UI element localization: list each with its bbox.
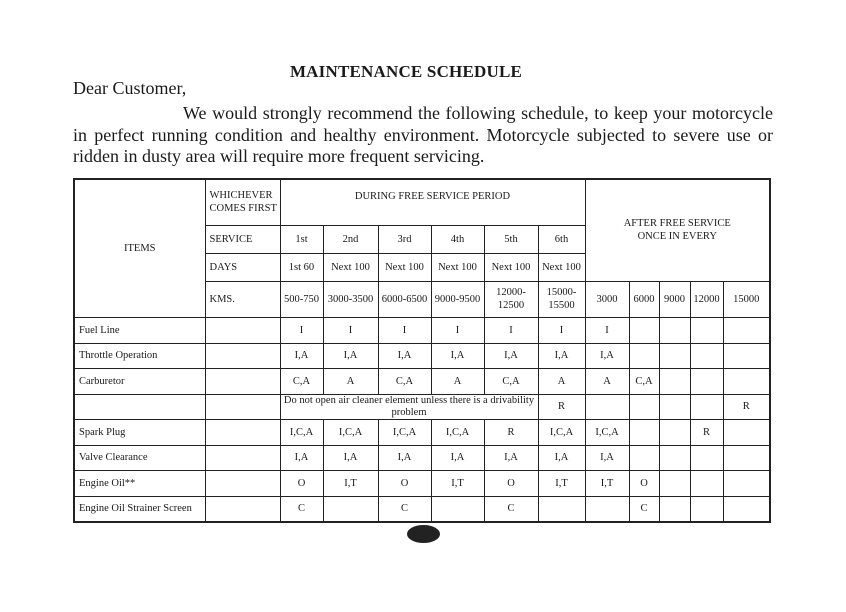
- blank-cell: [205, 394, 280, 419]
- free-service-cell: I,A: [484, 445, 538, 470]
- after-service-cell: [659, 470, 690, 496]
- kms-cell: 3000-3500: [323, 281, 378, 317]
- after-kms-cell: 3000: [585, 281, 629, 317]
- free-service-cell: O: [280, 470, 323, 496]
- free-service-cell: I,T: [323, 470, 378, 496]
- after-service-cell: I,A: [585, 445, 629, 470]
- blank-cell: [205, 368, 280, 394]
- after-service-cell: [659, 419, 690, 445]
- item-name-cell: Valve Clearance: [74, 445, 205, 470]
- after-service-cell: C: [629, 496, 659, 522]
- service-cell: 1st: [280, 225, 323, 253]
- after-service-cell: I,C,A: [585, 419, 629, 445]
- blank-cell: [205, 343, 280, 368]
- table-row: [74, 394, 770, 419]
- after-service-cell: R: [690, 419, 723, 445]
- free-service-cell: I,A: [484, 343, 538, 368]
- free-service-cell: A: [538, 368, 585, 394]
- after-kms-cell: 9000: [659, 281, 690, 317]
- free-service-cell: I,C,A: [378, 419, 431, 445]
- table-row: [74, 496, 770, 522]
- free-service-cell: R: [538, 394, 585, 419]
- after-free-header: AFTER FREE SERVICE ONCE IN EVERY: [585, 179, 770, 281]
- free-service-cell: O: [484, 470, 538, 496]
- kms-cell: 6000-6500: [378, 281, 431, 317]
- free-service-cell: I,T: [538, 470, 585, 496]
- after-service-cell: I,A: [585, 343, 629, 368]
- item-name-cell: Engine Oil Strainer Screen: [74, 496, 205, 522]
- after-service-cell: [629, 419, 659, 445]
- after-service-cell: [629, 445, 659, 470]
- after-service-cell: [629, 394, 659, 419]
- after-service-cell: [690, 343, 723, 368]
- item-name-cell: Throttle Operation: [74, 343, 205, 368]
- item-name-cell: Engine Oil**: [74, 470, 205, 496]
- days-cell: Next 100: [538, 253, 585, 281]
- after-service-cell: [690, 445, 723, 470]
- after-service-cell: C,A: [629, 368, 659, 394]
- during-free-header: DURING FREE SERVICE PERIOD: [280, 179, 585, 225]
- table-row: [74, 419, 770, 445]
- maintenance-table: [73, 178, 771, 523]
- greeting: Dear Customer,: [73, 78, 187, 98]
- days-cell: Next 100: [323, 253, 378, 281]
- table-row: [74, 445, 770, 470]
- free-service-cell: I: [323, 317, 378, 343]
- after-service-cell: [690, 394, 723, 419]
- free-service-cell: C: [280, 496, 323, 522]
- kms-cell: 15000-15500: [538, 281, 585, 317]
- free-service-cell: I,A: [431, 343, 484, 368]
- free-service-cell: I: [280, 317, 323, 343]
- blank-cell: [205, 419, 280, 445]
- after-service-cell: [723, 317, 770, 343]
- free-service-cell: I: [538, 317, 585, 343]
- free-service-cell: O: [378, 470, 431, 496]
- after-service-cell: [659, 368, 690, 394]
- free-service-cell: C: [378, 496, 431, 522]
- free-service-cell: I,A: [323, 343, 378, 368]
- after-service-cell: [585, 394, 629, 419]
- note-cell: Do not open air cleaner element unless there is a drivability problem: [280, 394, 538, 419]
- free-service-cell: I,A: [378, 445, 431, 470]
- after-service-cell: [723, 470, 770, 496]
- after-service-cell: [659, 343, 690, 368]
- after-service-cell: R: [723, 394, 770, 419]
- after-kms-cell: 6000: [629, 281, 659, 317]
- free-service-cell: C: [484, 496, 538, 522]
- free-service-cell: C,A: [484, 368, 538, 394]
- service-cell: 6th: [538, 225, 585, 253]
- blank-cell: [205, 445, 280, 470]
- intro-text: We would strongly recommend the following schedule, to keep your motorcycle in perfect running condition and healthy environment. Motorcycle subjected to severe use or ridden in dusty area will require more frequent servicing.: [73, 103, 773, 166]
- service-cell: 2nd: [323, 225, 378, 253]
- kms-cell: 9000-9500: [431, 281, 484, 317]
- after-service-cell: [659, 317, 690, 343]
- free-service-cell: A: [431, 368, 484, 394]
- after-service-cell: [690, 470, 723, 496]
- after-service-cell: A: [585, 368, 629, 394]
- after-service-cell: [723, 496, 770, 522]
- intro-paragraph: [73, 103, 773, 168]
- after-service-cell: O: [629, 470, 659, 496]
- after-service-cell: [690, 368, 723, 394]
- table-row: [74, 368, 770, 394]
- free-service-cell: I,A: [431, 445, 484, 470]
- blank-cell: [205, 470, 280, 496]
- after-service-cell: [659, 445, 690, 470]
- service-cell: 4th: [431, 225, 484, 253]
- whichever-header: WHICHEVER COMES FIRST: [205, 179, 280, 225]
- after-service-cell: I,T: [585, 470, 629, 496]
- kms-cell: 12000-12500: [484, 281, 538, 317]
- free-service-cell: [431, 496, 484, 522]
- free-service-cell: C,A: [280, 368, 323, 394]
- days-cell: Next 100: [484, 253, 538, 281]
- after-service-cell: [690, 317, 723, 343]
- after-service-cell: [629, 343, 659, 368]
- free-service-cell: I,C,A: [280, 419, 323, 445]
- service-cell: 5th: [484, 225, 538, 253]
- table-body: [74, 317, 770, 522]
- free-service-cell: I,A: [538, 343, 585, 368]
- item-name-cell: [74, 394, 205, 419]
- days-label: DAYS: [205, 253, 280, 281]
- days-cell: Next 100: [431, 253, 484, 281]
- free-service-cell: I,A: [280, 445, 323, 470]
- free-service-cell: I,C,A: [323, 419, 378, 445]
- free-service-cell: I: [484, 317, 538, 343]
- service-label: SERVICE: [205, 225, 280, 253]
- free-service-cell: I,A: [538, 445, 585, 470]
- free-service-cell: [538, 496, 585, 522]
- free-service-cell: R: [484, 419, 538, 445]
- after-service-cell: [659, 496, 690, 522]
- after-service-cell: I: [585, 317, 629, 343]
- free-service-cell: [323, 496, 378, 522]
- after-service-cell: [629, 317, 659, 343]
- service-cell: 3rd: [378, 225, 431, 253]
- after-service-cell: [690, 496, 723, 522]
- table-row: [74, 317, 770, 343]
- free-service-cell: I: [431, 317, 484, 343]
- table-row: [74, 470, 770, 496]
- free-service-cell: I,A: [280, 343, 323, 368]
- after-kms-cell: 15000: [723, 281, 770, 317]
- free-service-cell: C,A: [378, 368, 431, 394]
- days-cell: 1st 60: [280, 253, 323, 281]
- days-cell: Next 100: [378, 253, 431, 281]
- after-service-cell: [585, 496, 629, 522]
- free-service-cell: I: [378, 317, 431, 343]
- kms-cell: 500-750: [280, 281, 323, 317]
- free-service-cell: I,T: [431, 470, 484, 496]
- item-name-cell: Carburetor: [74, 368, 205, 394]
- table-row: [74, 343, 770, 368]
- free-service-cell: I,C,A: [431, 419, 484, 445]
- after-service-cell: [723, 419, 770, 445]
- item-name-cell: Fuel Line: [74, 317, 205, 343]
- free-service-cell: I,A: [323, 445, 378, 470]
- after-service-cell: [723, 445, 770, 470]
- free-service-cell: A: [323, 368, 378, 394]
- page-title: MAINTENANCE SCHEDULE: [289, 62, 523, 81]
- page-number-badge: [407, 525, 440, 543]
- blank-cell: [205, 496, 280, 522]
- after-service-cell: [723, 368, 770, 394]
- after-service-cell: [723, 343, 770, 368]
- kms-label: KMS.: [205, 281, 280, 317]
- free-service-cell: I,C,A: [538, 419, 585, 445]
- item-name-cell: Spark Plug: [74, 419, 205, 445]
- blank-cell: [205, 317, 280, 343]
- items-header: ITEMS: [74, 179, 205, 317]
- after-service-cell: [659, 394, 690, 419]
- after-kms-cell: 12000: [690, 281, 723, 317]
- free-service-cell: I,A: [378, 343, 431, 368]
